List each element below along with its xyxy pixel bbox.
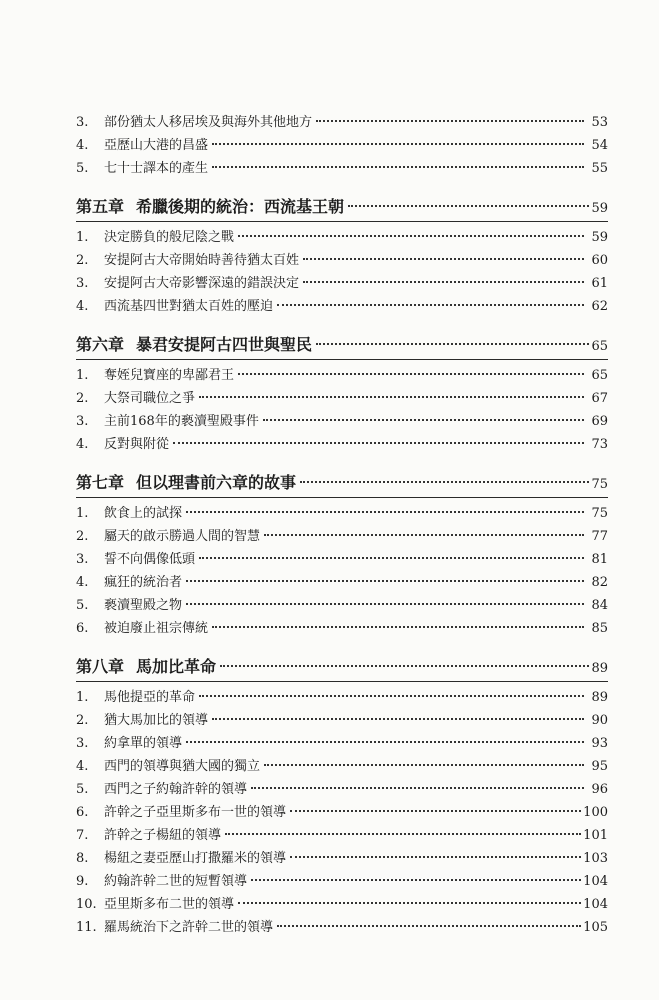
chapter-heading[interactable] <box>76 470 608 496</box>
toc-section <box>76 470 608 640</box>
entry-title: 反對與附從 <box>104 437 170 452</box>
toc-entry[interactable] <box>76 387 608 410</box>
entry-number: 3. <box>76 736 89 751</box>
dot-leader <box>303 258 584 260</box>
entry-page: 96 <box>591 782 608 797</box>
dot-leader <box>300 481 589 483</box>
entry-page: 77 <box>591 529 608 544</box>
dot-leader <box>186 741 584 743</box>
chapter-divider <box>76 221 608 222</box>
entry-title: 七十士譯本的產生 <box>104 161 209 176</box>
chapter-title: 馬加比革命 <box>136 657 217 676</box>
entry-page: 89 <box>591 690 608 705</box>
dot-leader <box>212 143 584 145</box>
toc-entry[interactable] <box>76 686 608 709</box>
entry-page: 65 <box>591 368 608 383</box>
entry-page: 75 <box>591 506 608 521</box>
entry-page: 60 <box>591 253 608 268</box>
entry-title: 羅馬統治下之許幹二世的領導 <box>104 920 274 935</box>
entry-number: 9. <box>76 874 89 889</box>
entry-number: 7. <box>76 828 89 843</box>
entry-page: 103 <box>583 851 608 866</box>
entry-number: 2. <box>76 391 89 406</box>
entry-number: 4. <box>76 759 89 774</box>
entry-number: 4. <box>76 299 89 314</box>
chapter-divider <box>76 359 608 360</box>
toc-entry[interactable] <box>76 111 608 134</box>
dot-leader <box>290 856 581 858</box>
toc-entry[interactable] <box>76 295 608 318</box>
chapter-divider <box>76 681 608 682</box>
entry-number: 5. <box>76 161 89 176</box>
dot-leader <box>238 373 584 375</box>
entry-number: 4. <box>76 138 89 153</box>
toc-entry[interactable] <box>76 916 608 939</box>
chapter-title: 但以理書前六章的故事 <box>136 473 297 492</box>
entry-number: 1. <box>76 368 89 383</box>
toc-entry[interactable] <box>76 272 608 295</box>
chapter-page: 89 <box>591 661 608 676</box>
dot-leader <box>220 665 589 667</box>
dot-leader <box>186 603 584 605</box>
entry-number: 1. <box>76 230 89 245</box>
entry-page: 85 <box>591 621 608 636</box>
entry-number: 6. <box>76 805 89 820</box>
toc-entry[interactable] <box>76 801 608 824</box>
entry-number: 8. <box>76 851 89 866</box>
entry-number: 4. <box>76 437 89 452</box>
toc-section <box>76 654 608 939</box>
chapter-heading[interactable] <box>76 332 608 358</box>
dot-leader <box>263 419 584 421</box>
toc-entry[interactable] <box>76 548 608 571</box>
toc-entry[interactable] <box>76 732 608 755</box>
entry-title: 部份猶太人移居埃及與海外其他地方 <box>104 115 313 130</box>
toc-entry[interactable] <box>76 364 608 387</box>
entry-page: 59 <box>591 230 608 245</box>
dot-leader <box>173 442 584 444</box>
toc-entry[interactable] <box>76 709 608 732</box>
dot-leader <box>186 580 584 582</box>
dot-leader <box>199 557 584 559</box>
dot-leader <box>277 925 581 927</box>
entry-number: 1. <box>76 690 89 705</box>
entry-page: 61 <box>591 276 608 291</box>
entry-page: 105 <box>583 920 608 935</box>
entry-title: 約拿單的領導 <box>104 736 183 751</box>
entry-number: 3. <box>76 276 89 291</box>
entry-number: 3. <box>76 552 89 567</box>
entry-title: 決定勝負的般尼陰之戰 <box>104 230 235 245</box>
entry-title: 亞里斯多布二世的領導 <box>104 897 235 912</box>
entry-title: 猶大馬加比的領導 <box>104 713 209 728</box>
entry-number: 4. <box>76 575 89 590</box>
toc-entry[interactable] <box>76 410 608 433</box>
toc-entry[interactable] <box>76 870 608 893</box>
entry-page: 101 <box>583 828 608 843</box>
entry-page: 104 <box>583 874 608 889</box>
toc-entry[interactable] <box>76 847 608 870</box>
dot-leader <box>303 281 584 283</box>
entry-page: 82 <box>591 575 608 590</box>
dot-leader <box>212 166 584 168</box>
dot-leader <box>264 764 584 766</box>
entry-title: 褻瀆聖殿之物 <box>104 598 183 613</box>
entry-title: 飲食上的試探 <box>104 506 183 521</box>
entry-number: 11. <box>76 920 97 935</box>
chapter-label: 第五章 <box>76 197 125 216</box>
entry-page: 53 <box>591 115 608 130</box>
entry-number: 5. <box>76 598 89 613</box>
dot-leader <box>264 534 584 536</box>
dot-leader <box>212 626 584 628</box>
entry-title: 大祭司職位之爭 <box>104 391 196 406</box>
toc-entry[interactable] <box>76 755 608 778</box>
dot-leader <box>290 810 581 812</box>
entry-title: 許幹之子亞里斯多布一世的領導 <box>104 805 287 820</box>
dot-leader <box>238 902 581 904</box>
entry-page: 84 <box>591 598 608 613</box>
toc-entry[interactable] <box>76 157 608 180</box>
entry-page: 55 <box>591 161 608 176</box>
chapter-page: 65 <box>591 339 608 354</box>
entry-number: 10. <box>76 897 97 912</box>
toc-section <box>76 111 608 180</box>
toc-entry[interactable] <box>76 226 608 249</box>
chapter-label: 第八章 <box>76 657 125 676</box>
chapter-label: 第六章 <box>76 335 125 354</box>
chapter-page: 75 <box>591 477 608 492</box>
entry-page: 54 <box>591 138 608 153</box>
toc-entry[interactable] <box>76 617 608 640</box>
dot-leader <box>348 205 589 207</box>
toc-section <box>76 194 608 318</box>
entry-title: 安提阿古大帝開始時善待猶太百姓 <box>104 253 300 268</box>
chapter-label: 第七章 <box>76 473 125 492</box>
chapter-title: 暴君安提阿古四世與聖民 <box>136 335 313 354</box>
entry-number: 2. <box>76 713 89 728</box>
entry-title: 西門之子約翰許幹的領導 <box>104 782 248 797</box>
entry-page: 67 <box>591 391 608 406</box>
chapter-divider <box>76 497 608 498</box>
toc-entry[interactable] <box>76 525 608 548</box>
toc-entry[interactable] <box>76 824 608 847</box>
dot-leader <box>212 718 584 720</box>
entry-page: 62 <box>591 299 608 314</box>
toc-entry[interactable] <box>76 249 608 272</box>
dot-leader <box>277 304 584 306</box>
entry-title: 安提阿古大帝影響深遠的錯誤決定 <box>104 276 300 291</box>
entry-page: 81 <box>591 552 608 567</box>
dot-leader <box>316 343 589 345</box>
dot-leader <box>238 235 584 237</box>
entry-page: 95 <box>591 759 608 774</box>
dot-leader <box>225 833 581 835</box>
entry-title: 西流基四世對猶太百姓的壓迫 <box>104 299 274 314</box>
toc-entry[interactable] <box>76 502 608 525</box>
entry-title: 被迫廢止祖宗傳統 <box>104 621 209 636</box>
entry-number: 5. <box>76 782 89 797</box>
toc-entry[interactable] <box>76 134 608 157</box>
entry-number: 3. <box>76 115 89 130</box>
dot-leader <box>251 787 584 789</box>
entry-title: 許幹之子楊紐的領導 <box>104 828 222 843</box>
entry-page: 73 <box>591 437 608 452</box>
table-of-contents <box>76 111 608 939</box>
entry-title: 誓不向偶像低頭 <box>104 552 196 567</box>
toc-entry[interactable] <box>76 778 608 801</box>
chapter-page: 59 <box>591 201 608 216</box>
entry-title: 瘋狂的統治者 <box>104 575 183 590</box>
entry-page: 104 <box>583 897 608 912</box>
entry-page: 100 <box>583 805 608 820</box>
dot-leader <box>251 879 581 881</box>
dot-leader <box>186 511 584 513</box>
dot-leader <box>199 396 584 398</box>
entry-title: 奪姪兒寶座的卑鄙君王 <box>104 368 235 383</box>
toc-entry[interactable] <box>76 433 608 456</box>
entry-page: 90 <box>591 713 608 728</box>
toc-entry[interactable] <box>76 571 608 594</box>
entry-number: 3. <box>76 414 89 429</box>
chapter-heading[interactable] <box>76 194 608 220</box>
entry-page: 93 <box>591 736 608 751</box>
entry-title: 楊紐之妻亞歷山打撒羅米的領導 <box>104 851 287 866</box>
dot-leader <box>199 695 584 697</box>
entry-title: 屬天的啟示勝過人間的智慧 <box>104 529 261 544</box>
toc-section <box>76 332 608 456</box>
entry-page: 69 <box>591 414 608 429</box>
entry-title: 馬他提亞的革命 <box>104 690 196 705</box>
dot-leader <box>316 120 584 122</box>
entry-title: 約翰許幹二世的短暫領導 <box>104 874 248 889</box>
entry-title: 主前168年的褻瀆聖殿事件 <box>104 414 259 429</box>
entry-number: 2. <box>76 253 89 268</box>
toc-entry[interactable] <box>76 594 608 617</box>
entry-number: 2. <box>76 529 89 544</box>
entry-title: 亞歷山大港的昌盛 <box>104 138 209 153</box>
chapter-heading[interactable] <box>76 654 608 680</box>
entry-title: 西門的領導與猶大國的獨立 <box>104 759 261 774</box>
toc-entry[interactable] <box>76 893 608 916</box>
chapter-title: 希臘後期的統治：西流基王朝 <box>136 197 345 216</box>
entry-number: 1. <box>76 506 89 521</box>
entry-number: 6. <box>76 621 89 636</box>
